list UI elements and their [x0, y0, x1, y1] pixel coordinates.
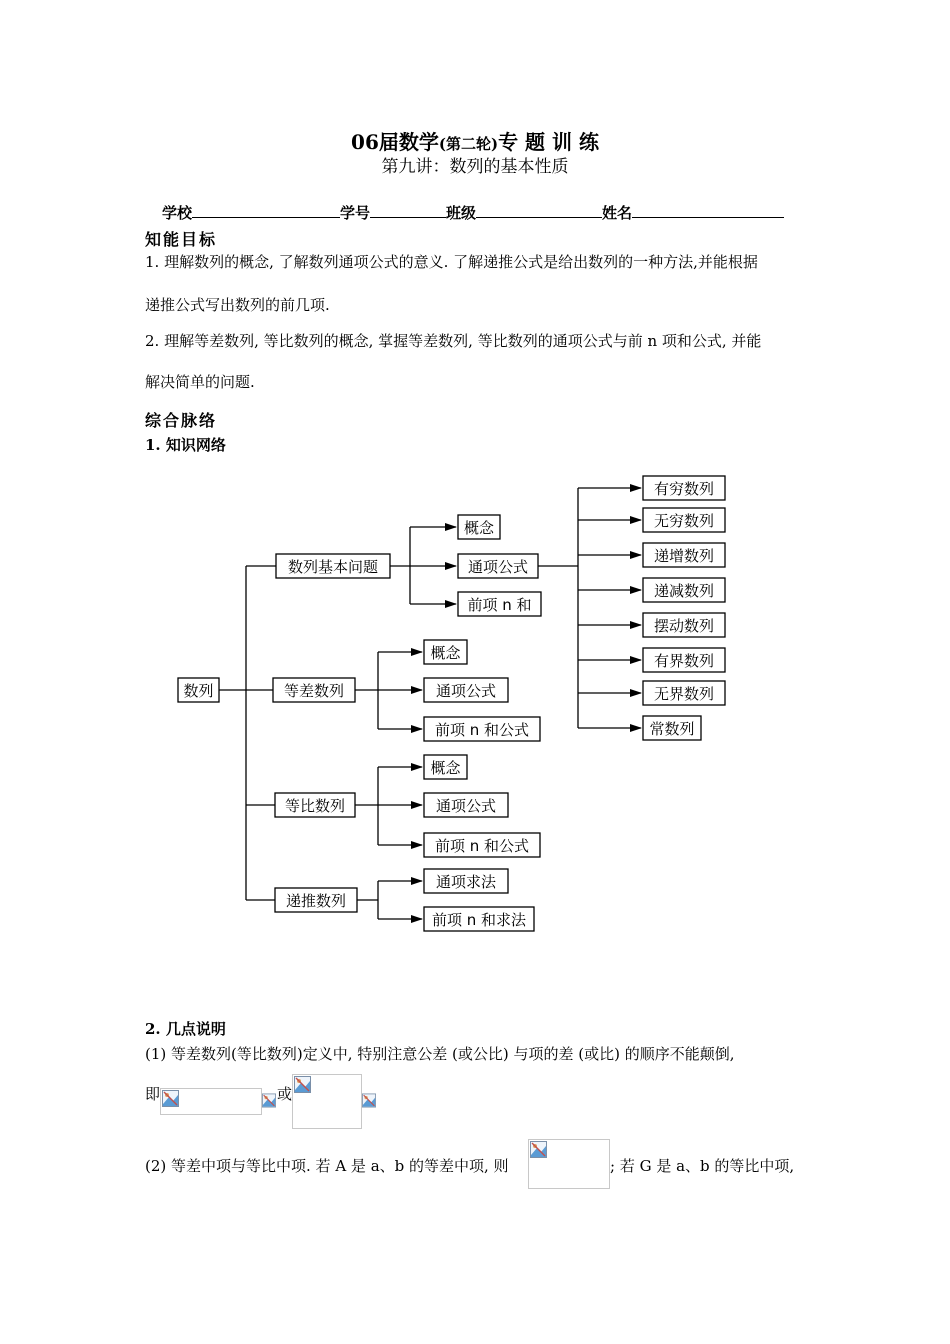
student-no-label: 学号 [340, 204, 371, 222]
goal-1-line-1: 1. 理解数列的概念, 了解数列通项公式的意义. 了解递推公式是给出数列的一种方法,并能根据 [145, 253, 758, 271]
broken-image-icon [294, 1076, 311, 1093]
node-geo: 等比数列 [284, 797, 346, 815]
note-1: (1) 等差数列(等比数列)定义中, 特别注意公差 (或公比) 与项的差 (或比) 的顺序不能颠倒, [145, 1045, 735, 1063]
formula-image-3 [528, 1139, 610, 1189]
basic-child-3: 前项 n 和 [467, 596, 532, 614]
page-subtitle: 第九讲：数列的基本性质 [381, 157, 569, 177]
title-tail: 专 题 训 练 [498, 130, 599, 154]
school-label: 学校 [162, 204, 193, 222]
note-2-part-a: (2) 等差中项与等比中项. 若 A 是 a、b 的等差中项, 则 [145, 1157, 509, 1175]
broken-image-icon [362, 1092, 376, 1109]
geo-child-3: 前项 n 和公式 [434, 837, 530, 855]
formula-image-2b [362, 1090, 376, 1112]
recur-child-1: 通项求法 [435, 873, 497, 891]
recur-child-2: 前项 n 和求法 [431, 911, 527, 929]
broken-image-icon [262, 1092, 276, 1109]
formula-image-1 [160, 1088, 262, 1115]
type-5: 摆动数列 [653, 617, 715, 635]
basic-child-1: 概念 [463, 519, 495, 537]
node-recur: 递推数列 [285, 892, 347, 910]
basic-child-2: 通项公式 [467, 558, 529, 576]
node-root: 数列 [183, 682, 214, 700]
title-small: (第二轮) [438, 135, 499, 153]
type-4: 递减数列 [653, 582, 715, 600]
type-6: 有界数列 [653, 652, 715, 670]
type-8: 常数列 [649, 720, 695, 738]
formula-image-1b [262, 1090, 276, 1112]
geo-child-2: 通项公式 [435, 797, 497, 815]
class-label: 班级 [446, 204, 477, 222]
name-label: 姓名 [602, 204, 633, 222]
type-3: 递增数列 [653, 547, 715, 565]
arith-child-3: 前项 n 和公式 [434, 721, 530, 739]
goal-2-line-1: 2. 理解等差数列, 等比数列的概念, 掌握等差数列, 等比数列的通项公式与前 n 项和公式, 并能 [145, 332, 762, 350]
node-basic: 数列基本问题 [287, 558, 379, 576]
geo-child-1: 概念 [430, 759, 461, 777]
arith-child-1: 概念 [430, 644, 461, 662]
type-1: 有穷数列 [653, 480, 715, 498]
broken-image-icon [162, 1090, 179, 1107]
goal-1-line-2: 递推公式写出数列的前几项. [145, 296, 330, 314]
knowledge-network-heading: 1. 知识网络 [145, 436, 226, 454]
notes-heading: 2. 几点说明 [145, 1020, 226, 1038]
type-7: 无界数列 [653, 685, 715, 703]
title-main: 06届数学 [351, 130, 439, 154]
node-arith: 等差数列 [283, 682, 345, 700]
note-1-prefix: 即 [145, 1085, 161, 1103]
goal-2-line-2: 解决简单的问题. [145, 373, 255, 391]
note-1-or: 或 [277, 1085, 293, 1103]
arith-child-2: 通项公式 [435, 682, 497, 700]
type-2: 无穷数列 [653, 512, 715, 530]
goals-heading: 知能目标 [145, 230, 218, 249]
formula-image-2 [292, 1074, 362, 1129]
overview-heading: 综合脉络 [145, 411, 218, 430]
note-2-part-b: ; 若 G 是 a、b 的等比中项, [610, 1157, 795, 1175]
broken-image-icon [530, 1141, 547, 1158]
